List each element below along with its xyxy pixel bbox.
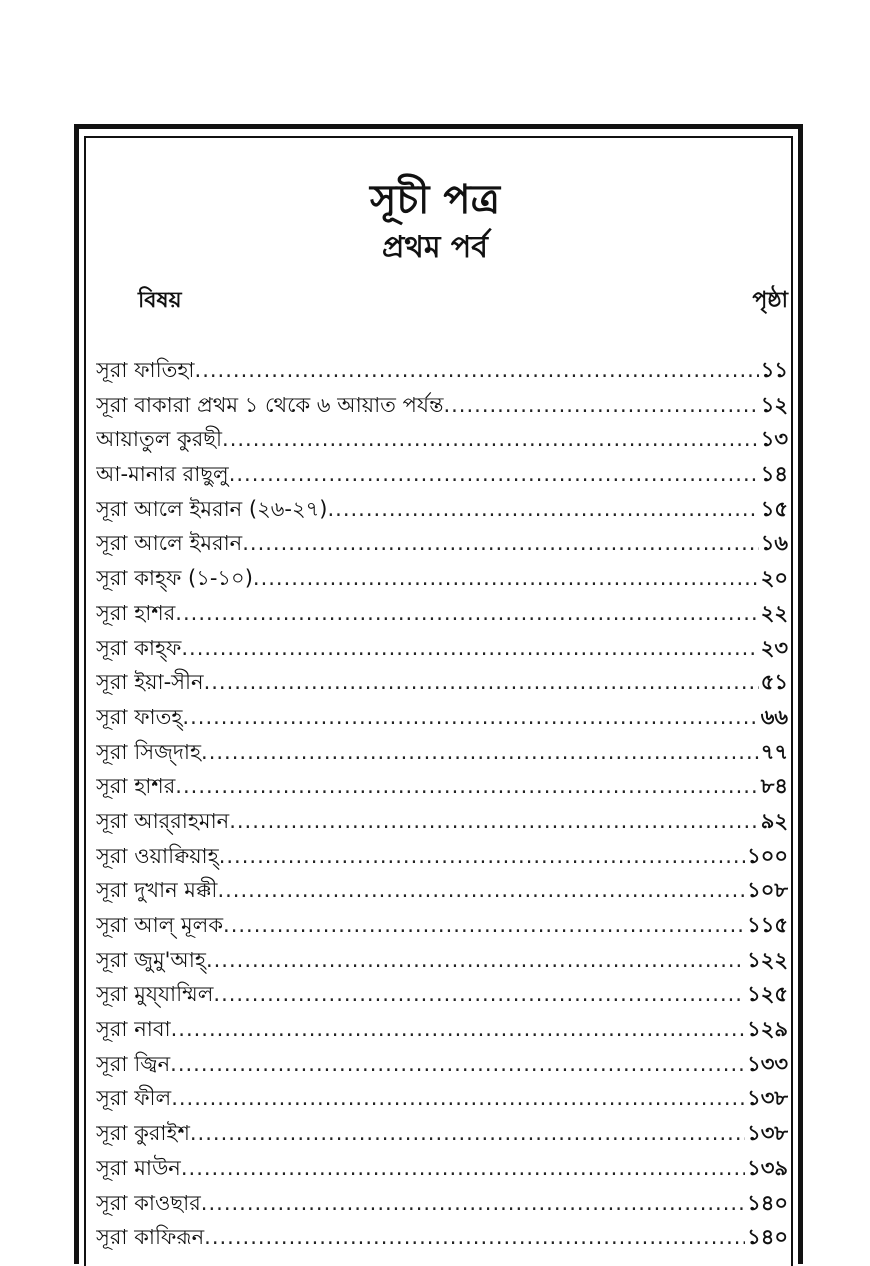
toc-entry-page: ১৫ [760, 496, 788, 521]
toc-entry[interactable] [96, 1117, 788, 1152]
toc-entry-title: সূরা কাওছার [96, 1190, 201, 1215]
toc-entry-title: সূরা আল্ মূলক [96, 913, 224, 937]
toc-entry[interactable] [96, 597, 788, 632]
toc-entry-page: ১৪ [760, 462, 788, 487]
toc-entry-page: ১৩৯ [747, 1155, 788, 1180]
toc-entry-page: ১৬ [760, 531, 788, 556]
dot-leader [222, 427, 759, 451]
toc-entry[interactable] [96, 354, 788, 389]
toc-entry[interactable] [96, 944, 788, 979]
toc-entry-page: ১০০ [747, 843, 788, 868]
toc-entry[interactable] [96, 736, 788, 771]
toc-entry-title: সূরা নাবা [96, 1017, 171, 1042]
dot-leader [223, 913, 745, 937]
dot-leader [204, 1225, 745, 1249]
dot-leader [204, 670, 759, 694]
toc-entry-page: ১৪০ [747, 1225, 788, 1250]
toc-entry[interactable] [96, 632, 788, 667]
dot-leader [443, 393, 758, 417]
toc-entry-title: সূরা ফাতিহা [96, 358, 195, 382]
dot-leader [201, 1191, 745, 1215]
toc-entry-title: সূরা জুমু'আহ্ [96, 947, 206, 972]
toc-entry-title: সূরা সিজ্‌দাহ [96, 739, 202, 764]
dot-leader [190, 1121, 745, 1145]
toc-entry[interactable] [96, 527, 788, 562]
toc-entry-title: সূরা ফীল [96, 1086, 172, 1111]
toc-entry[interactable] [96, 1013, 788, 1048]
toc-entry-page: ৬৬ [760, 704, 788, 729]
toc-entry-page: ১৩৮ [747, 1121, 788, 1146]
toc-entry-page: ১৩৮ [747, 1086, 788, 1111]
dot-leader [229, 462, 759, 486]
toc-entry-title: সূরা মাউন [96, 1155, 181, 1180]
dot-leader [213, 982, 745, 1006]
toc-entry-page: ১৪০ [747, 1190, 788, 1215]
toc-entry[interactable] [96, 389, 788, 424]
toc-entry-title: সূরা আর্‌রাহমান [96, 808, 230, 833]
toc-entry-page: ২৩ [760, 635, 788, 660]
toc-entry[interactable] [96, 840, 788, 875]
toc-entry-page: ৮৪ [760, 774, 788, 799]
toc-entry-page: ৯২ [760, 808, 788, 833]
toc-entry-title: সূরা ওয়াক্বিয়াহ্ [96, 843, 219, 868]
toc-entry-title: সূরা আলে ইমরান [96, 531, 243, 556]
dot-leader [253, 566, 759, 590]
toc-entry[interactable] [96, 805, 788, 840]
toc-entry[interactable] [96, 978, 788, 1013]
toc-entry[interactable] [96, 562, 788, 597]
dot-leader [182, 705, 758, 729]
toc-entry[interactable] [96, 1221, 788, 1256]
dot-leader [217, 878, 745, 902]
toc-entry-title: সূরা ফাতহ্ [96, 704, 183, 729]
toc-entry[interactable] [96, 1082, 788, 1117]
dot-leader [171, 1017, 745, 1041]
toc-entry-title: সূরা জ্বিন [96, 1051, 171, 1076]
dot-leader [229, 809, 759, 833]
toc-entry-page: ১২২ [747, 947, 788, 972]
toc-entry-title: সূরা কুরাইশ [96, 1121, 190, 1146]
toc-entry-title: আ-মানার রাছুলু [96, 462, 229, 487]
toc-entry[interactable] [96, 1152, 788, 1187]
table-of-contents [96, 354, 788, 1256]
toc-entry[interactable] [96, 874, 788, 909]
toc-entry-title: সূরা দুখান মক্কী [96, 878, 218, 903]
toc-entry-page: ৭৭ [760, 739, 788, 764]
toc-entry[interactable] [96, 909, 788, 944]
toc-entry-title: সূরা কাহ্ফ (১-১০) [96, 566, 253, 591]
toc-entry[interactable] [96, 1187, 788, 1222]
toc-entry-page: ১৩৩ [747, 1051, 788, 1076]
dot-leader [181, 1156, 745, 1180]
dot-leader [171, 1086, 745, 1110]
toc-entry-title: সূরা ইয়া-সীন [96, 670, 204, 695]
dot-leader [175, 601, 758, 625]
dot-leader [206, 948, 745, 972]
toc-entry-page: ৫১ [760, 670, 788, 695]
dot-leader [175, 774, 758, 798]
toc-entry-page: ১২৫ [747, 982, 788, 1007]
toc-entry[interactable] [96, 458, 788, 493]
dot-leader [195, 358, 759, 382]
toc-entry[interactable] [96, 701, 788, 736]
toc-entry[interactable] [96, 666, 788, 701]
toc-entry-page: ২০ [760, 566, 788, 591]
column-header-page: পৃষ্ঠা [752, 288, 788, 313]
dot-leader [242, 531, 759, 555]
toc-entry-title: সূরা কাহ্ফ [96, 635, 182, 660]
toc-entry-page: ১৩ [760, 427, 788, 452]
toc-entry-title: সূরা কাফিরূন [96, 1225, 205, 1250]
toc-entry[interactable] [96, 493, 788, 528]
toc-entry-title: সূরা আলে ইমরান (২৬-২৭) [96, 496, 328, 521]
toc-entry-title: সূরা হাশর [96, 774, 176, 799]
toc-entry-title: সূরা বাকারা প্রথম ১ থেকে ৬ আয়াত পর্যন্ত [96, 392, 444, 417]
toc-entry-title: আয়াতুল কুরছী [96, 427, 223, 452]
toc-entry[interactable] [96, 770, 788, 805]
dot-leader [170, 1052, 745, 1076]
toc-entry-page: ১২৯ [747, 1017, 788, 1042]
toc-entry-page: ২২ [760, 600, 788, 625]
toc-entry-title: সূরা হাশর [96, 600, 176, 625]
page-title: সূচী পত্র [370, 177, 500, 223]
dot-leader [327, 497, 758, 521]
toc-entry-page: ১১ [760, 358, 788, 382]
page-subtitle: প্রথম পর্ব [382, 230, 488, 265]
toc-entry-page: ১২ [760, 392, 788, 417]
column-header-subject: বিষয় [138, 288, 182, 313]
toc-entry-page: ১০৮ [747, 878, 788, 903]
dot-leader [181, 636, 758, 660]
toc-entry-page: ১১৫ [747, 913, 788, 937]
toc-entry[interactable] [96, 1048, 788, 1083]
toc-entry[interactable] [96, 423, 788, 458]
toc-entry-title: সূরা মুয্‌যাম্মিল [96, 982, 214, 1007]
dot-leader [219, 844, 745, 868]
dot-leader [201, 740, 759, 764]
